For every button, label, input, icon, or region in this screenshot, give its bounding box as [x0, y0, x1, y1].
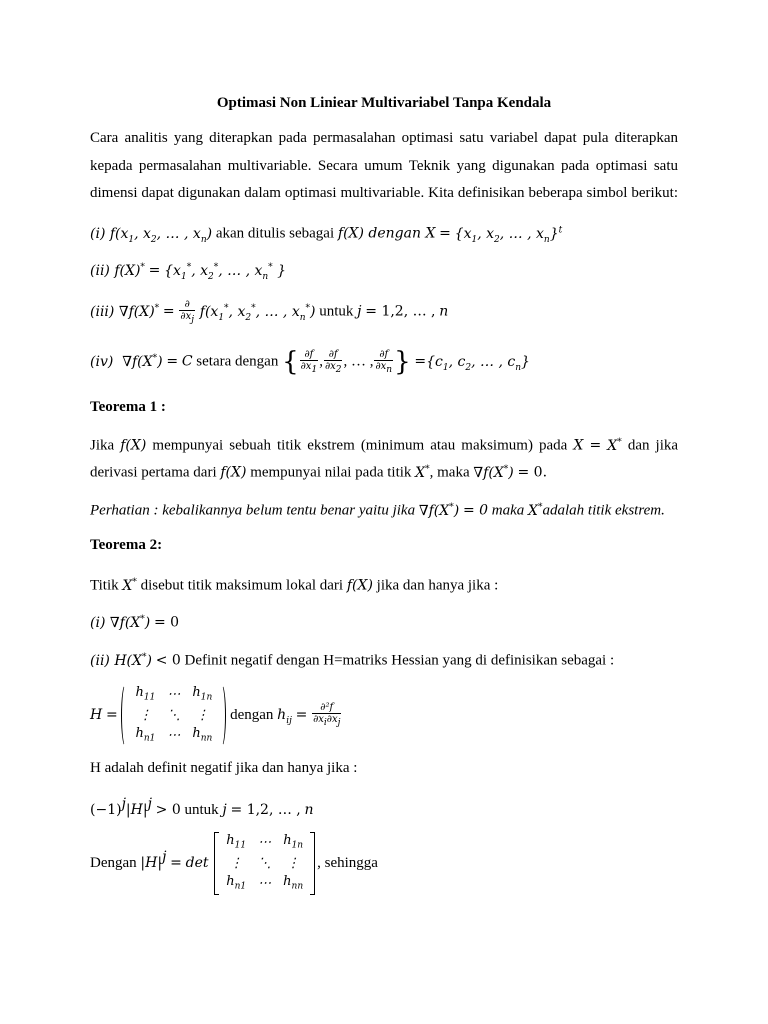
definition-iii-text: untuk: [319, 303, 354, 320]
t1-text-a: Jika: [90, 437, 115, 454]
perhatian-text-c: adalah titik ekstrem.: [542, 502, 665, 519]
determinant-definition: Dengan $|H|^j = \det$ $h_{11}$ ⋯ $h_{1n}$ ⋮ ⋱ ⋮ $h_{n1}$ ⋯ $h_{nn}$ , sehingga: [90, 832, 378, 895]
hessian-dengan-text: dengan: [230, 707, 274, 724]
t2-text-c: jika dan hanya jika :: [376, 577, 499, 594]
intro-line-2: kepada permasalahan multivariable. Secara umum Teknik yang digunakan pada optimasi satu: [90, 158, 678, 174]
definition-ii: (ii) $f(X)^* = \{x_1^*$, $x_2^*$, … , $x_n^*$ }: [90, 262, 287, 282]
teorema-2-heading: Teorema 2:: [90, 537, 163, 553]
determinant-condition: $(-1)^j|H|^j > 0$ untuk j = 1,2, … , n: [90, 796, 314, 818]
definition-iv-text: setara dengan: [196, 353, 279, 370]
perhatian-text-b: maka: [491, 502, 525, 519]
condition-i: (i) ∇f(X*) = 0: [90, 614, 180, 631]
teorema-1-line-1: Jika f(X) mempunyai sebuah titik ekstrem (minimum atau maksimum) pada X = X* dan jika: [90, 437, 679, 454]
dengan-label: Dengan: [90, 855, 137, 872]
sehingga-text: , sehingga: [317, 855, 378, 872]
definition-i: (i) $f(x_1$, $x_2$, … , $x_n$) akan ditulis sebagai f(X) dengan $X = \{x_1$, $x_2$, … , $x_n\}^t$: [90, 225, 563, 245]
teorema-2-line: Titik X* disebut titik maksimum lokal dari f(X) jika dan hanya jika :: [90, 577, 499, 594]
t1-text-f: , maka: [429, 464, 470, 481]
condition-ii: (ii) H(X*) < 0 Definit negatif dengan H=matriks Hessian yang di definisikan sebagai :: [90, 652, 615, 669]
perhatian-note: Perhatian : kebalikannya belum tentu benar yaitu jika ∇f(X*) = 0 maka X*adalah titik ekstrem.: [90, 502, 665, 519]
condition-ii-text: Definit negatif dengan H=matriks Hessian yang di definisikan sebagai :: [184, 652, 615, 669]
intro-line-3: dimensi dapat digunakan dalam optimasi multivariable. Kita definisikan beberapa simbol berikut:: [90, 185, 678, 201]
negdef-line: H adalah definit negatif jika dan hanya jika :: [90, 760, 358, 776]
hessian-matrix: $h_{11}$ ⋯ $h_{1n}$ ⋮ ⋱ ⋮ $h_{n1}$ ⋯ $h_{nn}$: [121, 684, 226, 747]
determinant-condition-text: untuk: [184, 802, 219, 818]
t1-text-b: mempunyai sebuah titik ekstrem (minimum atau maksimum) pada: [152, 437, 568, 454]
t1-text-c: dan jika: [627, 437, 679, 454]
page-title: Optimasi Non Liniear Multivariabel Tanpa Kendala: [216, 95, 552, 111]
perhatian-text-a: Perhatian : kebalikannya belum tentu benar yaitu jika: [90, 502, 416, 519]
hessian-definition: H = $h_{11}$ ⋯ $h_{1n}$ ⋮ ⋱ ⋮ $h_{n1}$ ⋯ $h_{nn}$ dengan $h_{ij}$ = $\frac{\text{∂²f}}{\partial x_i\partial x_j}$: [90, 684, 342, 747]
t2-text-b: disebut titik maksimum lokal dari: [140, 577, 344, 594]
t1-text-d: derivasi pertama dari: [90, 464, 217, 481]
teorema-1-line-2: derivasi pertama dari f(X) mempunyai nilai pada titik X*, maka ∇f(X*) = 0.: [90, 464, 548, 481]
definition-i-text: akan ditulis sebagai: [215, 225, 335, 242]
t1-text-e: mempunyai nilai pada titik: [250, 464, 412, 481]
definition-iii: (iii) ∇f(X)* = $\frac{\partial}{\partial x_j}$ $f(x_1^*$, $x_2^*$, … , $x_n^*$) untuk j = 1,2, … , n: [90, 298, 449, 325]
teorema-1-heading: Teorema 1 :: [90, 399, 166, 415]
definition-iv: (iv) ∇f(X*) = C setara dengan { $\frac{\partial f}{\partial x_1}$ , $\frac{\partial f}{\partial x_2}$ , … , $\frac{\partial f}{\partial x_n}$ } $=\{c_1$, $c_2$, … , $c_n$}: [90, 347, 530, 378]
intro-line-1: Cara analitis yang diterapkan pada permasalahan optimasi satu variabel dapat pula diterapkan: [90, 130, 678, 146]
t2-text-a: Titik: [90, 577, 119, 594]
determinant-matrix: $h_{11}$ ⋯ $h_{1n}$ ⋮ ⋱ ⋮ $h_{n1}$ ⋯ $h_{nn}$: [212, 832, 317, 895]
